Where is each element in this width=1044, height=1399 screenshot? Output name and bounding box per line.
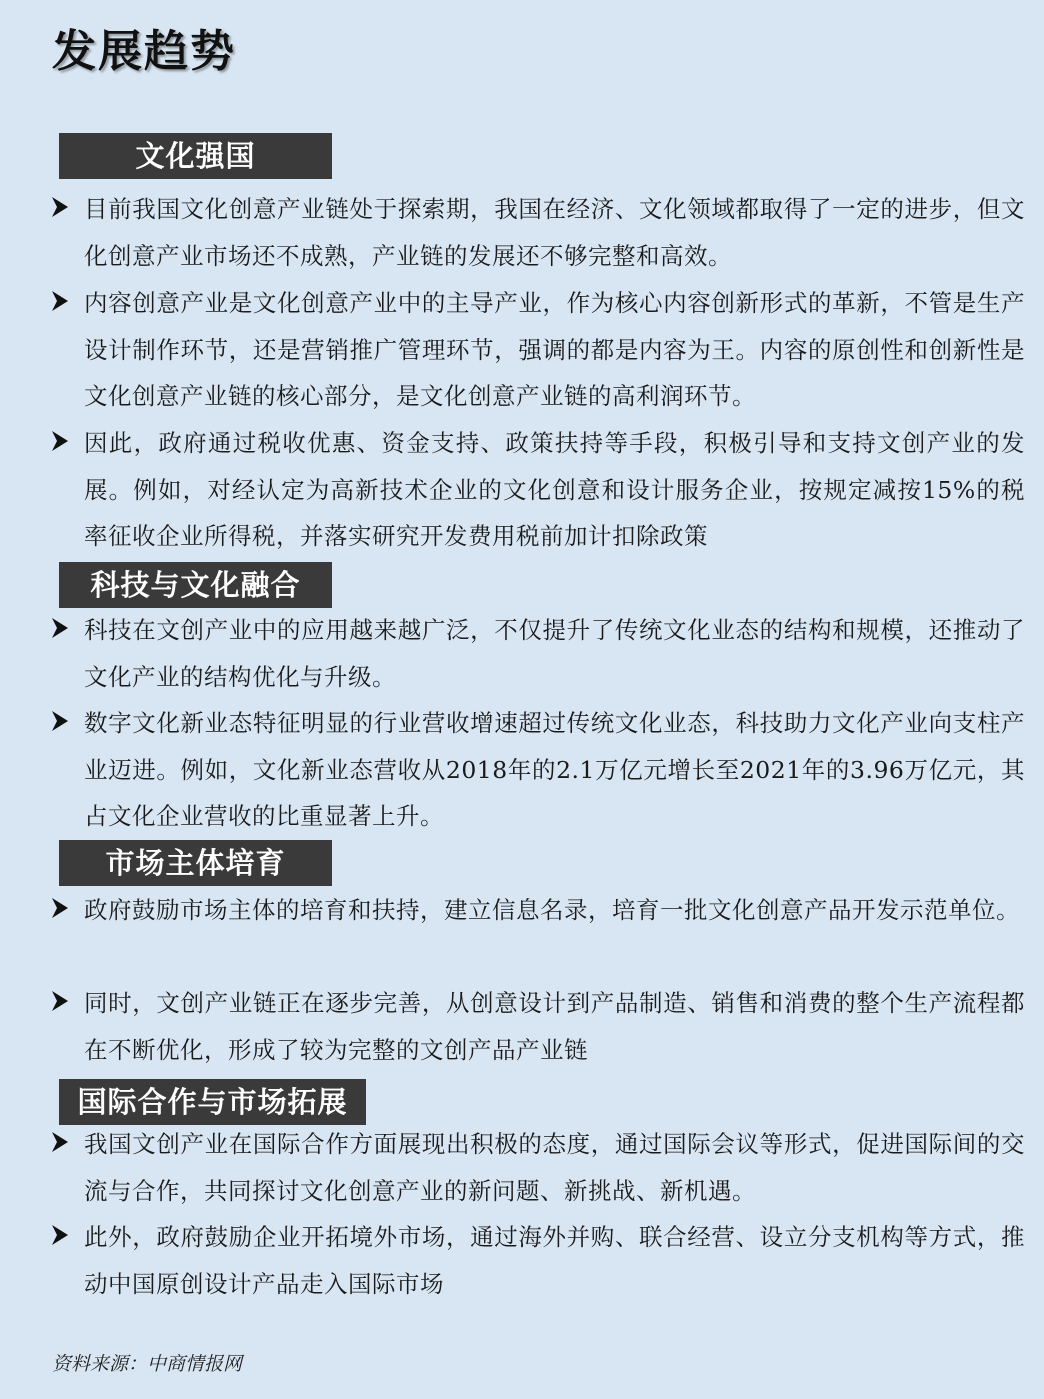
list-item-text: 此外，政府鼓励企业开拓境外市场，通过海外并购、联合经营、设立分支机构等方式，推动中国原创设计产品走入国际市场 xyxy=(84,1223,1025,1298)
list-item xyxy=(50,1121,1025,1214)
list-item xyxy=(50,980,1025,1073)
list-item xyxy=(50,1214,1025,1307)
page-title: 发展趋势 xyxy=(52,26,236,77)
list-item-text: 目前我国文化创意产业链处于探索期，我国在经济、文化领域都取得了一定的进步，但文化创意产业市场还不成熟，产业链的发展还不够完整和高效。 xyxy=(84,195,1025,270)
arrowhead-bullet-icon xyxy=(50,194,70,220)
list-item-text: 科技在文创产业中的应用越来越广泛，不仅提升了传统文化业态的结构和规模，还推动了文化产业的结构优化与升级。 xyxy=(84,616,1025,691)
list-item-text: 内容创意产业是文化创意产业中的主导产业，作为核心内容创新形式的革新，不管是生产设计制作环节，还是营销推广管理环节，强调的都是内容为王。内容的原创性和创新性是文化创意产业链的核心部分，是文化创意产业链的高利润环节。 xyxy=(84,289,1025,411)
section-heading-tech-culture-fusion: 科技与文化融合 xyxy=(59,562,332,608)
section-heading-market-entity: 市场主体培育 xyxy=(59,840,332,886)
list-item-text: 同时，文创产业链正在逐步完善，从创意设计到产品制造、销售和消费的整个生产流程都在不断优化，形成了较为完整的文创产品产业链 xyxy=(84,989,1025,1064)
section-heading-intl-cooperation: 国际合作与市场拓展 xyxy=(59,1079,366,1125)
arrowhead-bullet-icon xyxy=(50,988,70,1014)
list-item xyxy=(50,420,1025,560)
arrowhead-bullet-icon xyxy=(50,708,70,734)
list-item xyxy=(50,700,1025,840)
arrowhead-bullet-icon xyxy=(50,428,70,454)
list-item-text: 我国文创产业在国际合作方面展现出积极的态度，通过国际会议等形式，促进国际间的交流与合作，共同探讨文化创意产业的新问题、新挑战、新机遇。 xyxy=(84,1130,1025,1205)
section-heading-cultural-power: 文化强国 xyxy=(59,133,332,179)
arrowhead-bullet-icon xyxy=(50,1222,70,1248)
arrowhead-bullet-icon xyxy=(50,895,70,921)
list-item xyxy=(50,607,1025,700)
list-item-text: 政府鼓励市场主体的培育和扶持，建立信息名录，培育一批文化创意产品开发示范单位。 xyxy=(84,896,1020,924)
list-item xyxy=(50,887,1025,934)
list-item xyxy=(50,280,1025,420)
arrowhead-bullet-icon xyxy=(50,288,70,314)
list-item-text: 因此，政府通过税收优惠、资金支持、政策扶持等手段，积极引导和支持文创产业的发展。例如，对经认定为高新技术企业的文化创意和设计服务企业，按规定减按15%的税率征收企业所得税，并落实研究开发费用税前加计扣除政策 xyxy=(84,429,1025,551)
list-item xyxy=(50,186,1025,279)
arrowhead-bullet-icon xyxy=(50,1129,70,1155)
source-note: 资料来源：中商情报网 xyxy=(52,1353,243,1375)
list-item-text: 数字文化新业态特征明显的行业营收增速超过传统文化业态，科技助力文化产业向支柱产业迈进。例如，文化新业态营收从2018年的2.1万亿元增长至2021年的3.96万亿元，其占文化企业营收的比重显著上升。 xyxy=(84,709,1025,831)
arrowhead-bullet-icon xyxy=(50,615,70,641)
